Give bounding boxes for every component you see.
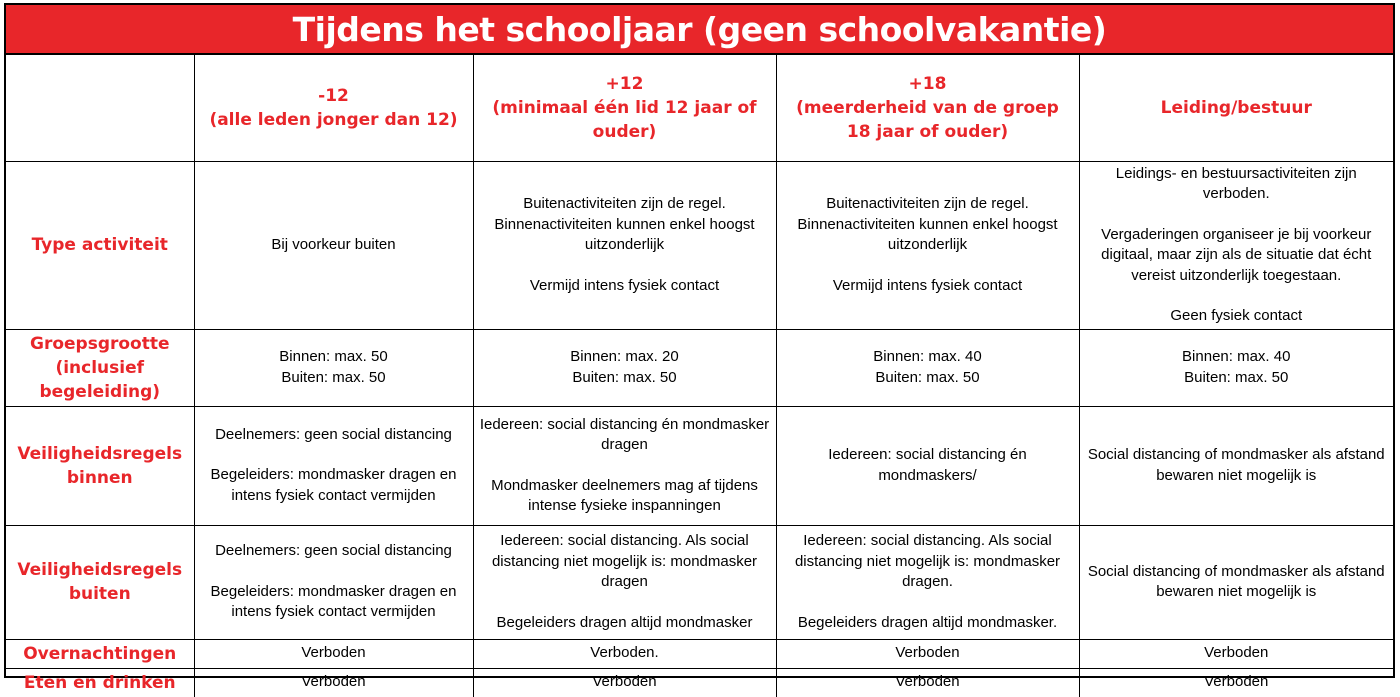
column-header-age: +12 xyxy=(605,73,644,94)
cell-text: Binnen: max. 40 xyxy=(873,348,982,365)
table-cell: Verboden xyxy=(1079,639,1393,668)
row-header: Veiligheidsregels buiten xyxy=(6,525,194,639)
cell-text: Iedereen: social distancing. Als social distancing niet mogelijk is: mondmasker dragen. xyxy=(794,532,1061,590)
table-cell xyxy=(473,406,776,525)
table-cell xyxy=(473,329,776,406)
table-row-groepsgrootte xyxy=(6,329,1393,406)
table-cell: Verboden xyxy=(1079,668,1393,697)
row-header: Eten en drinken xyxy=(6,668,194,697)
cell-text: Iedereen: social distancing. Als social distancing niet mogelijk is: mondmasker dragen xyxy=(491,532,758,590)
cell-text: Iedereen: social distancing én mondmaskers/ xyxy=(828,446,1027,484)
page-title: Tijdens het schooljaar (geen schoolvakantie) xyxy=(6,5,1393,55)
cell-text: Vermijd intens fysiek contact xyxy=(832,276,1023,294)
rules-table-container xyxy=(4,3,1395,693)
table-cell xyxy=(1079,406,1393,525)
cell-text: Deelnemers: geen social distancing xyxy=(215,425,452,443)
table-cell xyxy=(194,161,473,329)
table-cell xyxy=(776,525,1079,639)
cell-text: Begeleiders dragen altijd mondmasker. xyxy=(797,613,1058,631)
table-row-overnachtingen xyxy=(6,639,1393,668)
table-cell xyxy=(1079,525,1393,639)
cell-text: Geen fysiek contact xyxy=(1170,307,1303,324)
table-cell xyxy=(776,406,1079,525)
column-header-desc: (meerderheid van de groep 18 jaar of ouder) xyxy=(796,97,1059,142)
rules-table xyxy=(6,55,1393,697)
cell-text: Bij voorkeur buiten xyxy=(271,235,396,253)
cell-text: Binnen: max. 20 xyxy=(570,348,679,365)
column-header-desc: (alle leden jonger dan 12) xyxy=(209,109,458,130)
column-header-minus12 xyxy=(194,55,473,161)
row-header: Veiligheidsregels binnen xyxy=(6,406,194,525)
cell-text: Buiten: max. 50 xyxy=(281,368,386,386)
cell-text: Buitenactiviteiten zijn de regel. Binnenactiviteiten kunnen enkel hoogst uitzonderlijk xyxy=(494,195,755,253)
column-header-age: Leiding/bestuur xyxy=(1160,97,1312,118)
cell-text: Vermijd intens fysiek contact xyxy=(529,276,720,294)
cell-text: Binnen: max. 40 xyxy=(1182,348,1291,365)
table-cell: Verboden xyxy=(194,668,473,697)
cell-text: Deelnemers: geen social distancing xyxy=(215,542,452,560)
table-cell xyxy=(776,161,1079,329)
row-header: Type activiteit xyxy=(6,161,194,329)
table-cell: Verboden xyxy=(776,668,1079,697)
table-row-veiligheid-binnen xyxy=(6,406,1393,525)
table-cell: Verboden xyxy=(194,639,473,668)
table-cell xyxy=(194,525,473,639)
table-row-type-activiteit xyxy=(6,161,1393,329)
table-cell xyxy=(194,406,473,525)
cell-text: Buiten: max. 50 xyxy=(875,368,980,386)
table-row-veiligheid-buiten xyxy=(6,525,1393,639)
cell-text: Leidings- en bestuursactiviteiten zijn verboden. xyxy=(1115,164,1357,202)
header-row xyxy=(6,55,1393,161)
table-row-eten-drinken xyxy=(6,668,1393,697)
column-header-age: +18 xyxy=(908,73,947,94)
column-header-age: -12 xyxy=(318,85,349,106)
cell-text: Mondmasker deelnemers mag af tijdens intense fysieke inspanningen xyxy=(491,476,758,514)
cell-text: Buiten: max. 50 xyxy=(572,368,677,386)
table-cell: Verboden xyxy=(473,668,776,697)
cell-text: Iedereen: social distancing én mondmasker dragen xyxy=(479,415,770,453)
row-header: Groepsgrootte (inclusief begeleiding) xyxy=(6,329,194,406)
table-cell: Verboden. xyxy=(473,639,776,668)
table-cell xyxy=(776,329,1079,406)
cell-text: Buiten: max. 50 xyxy=(1184,368,1289,386)
cell-text: Binnen: max. 50 xyxy=(279,348,388,365)
table-cell xyxy=(473,525,776,639)
column-header-plus12 xyxy=(473,55,776,161)
cell-text: Begeleiders dragen altijd mondmasker xyxy=(496,613,753,631)
column-header-leiding xyxy=(1079,55,1393,161)
cell-text: Vergaderingen organiseer je bij voorkeur digitaal, maar zijn als de situatie dat écht vereist uitzonderlijk toegestaan. xyxy=(1101,225,1372,284)
column-header-plus18 xyxy=(776,55,1079,161)
table-cell xyxy=(194,329,473,406)
cell-text: Begeleiders: mondmasker dragen en intens fysiek contact vermijden xyxy=(210,466,457,504)
column-header-desc: (minimaal één lid 12 jaar of ouder) xyxy=(492,97,757,142)
row-header: Overnachtingen xyxy=(6,639,194,668)
table-cell xyxy=(1079,329,1393,406)
table-cell: Verboden xyxy=(776,639,1079,668)
cell-text: Social distancing of mondmasker als afstand bewaren niet mogelijk is xyxy=(1087,446,1385,484)
corner-cell xyxy=(6,55,194,161)
cell-text: Begeleiders: mondmasker dragen en intens fysiek contact vermijden xyxy=(210,582,457,621)
table-cell xyxy=(1079,161,1393,329)
cell-text: Buitenactiviteiten zijn de regel. Binnenactiviteiten kunnen enkel hoogst uitzonderlijk xyxy=(797,195,1058,253)
cell-text: Social distancing of mondmasker als afstand bewaren niet mogelijk is xyxy=(1087,562,1385,600)
table-cell xyxy=(473,161,776,329)
